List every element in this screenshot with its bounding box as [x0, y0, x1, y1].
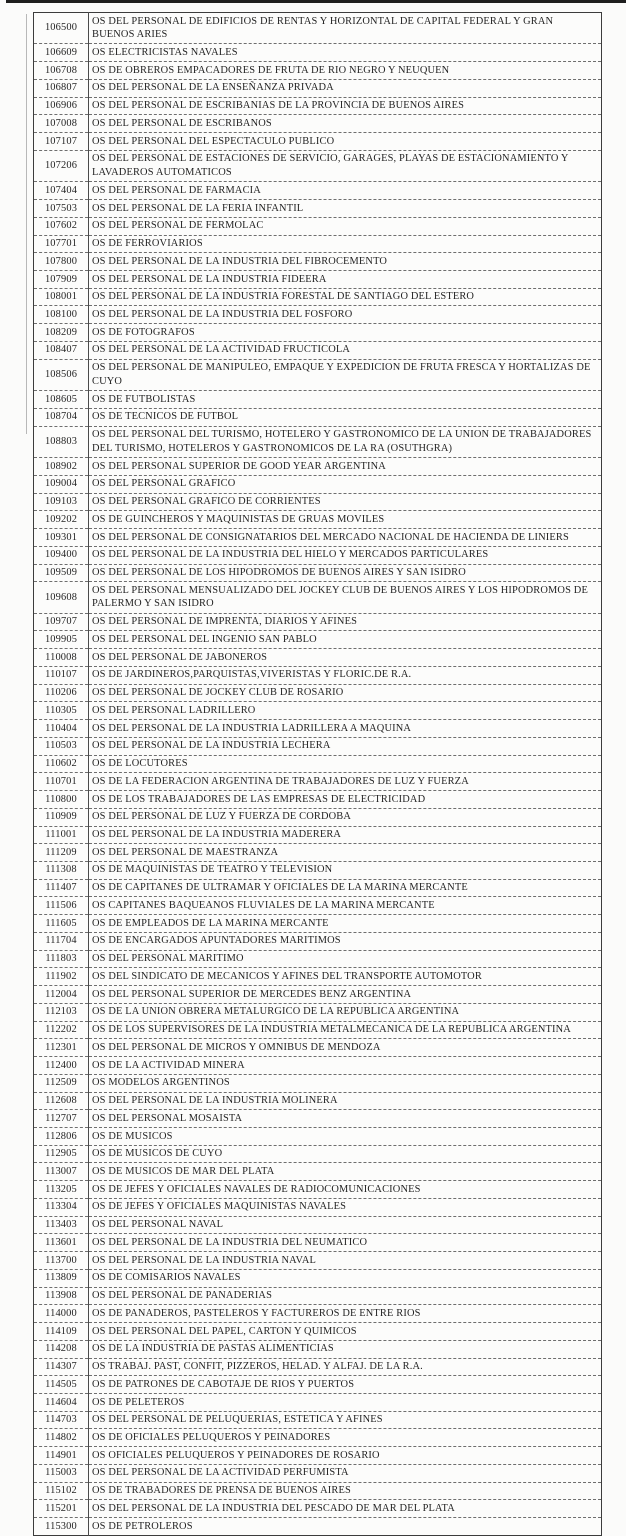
code-cell: 108605 — [34, 391, 89, 409]
code-cell: 113700 — [34, 1252, 89, 1270]
description-cell: OS DE JEFES Y OFICIALES MAQUINISTAS NAVALES — [89, 1198, 602, 1216]
code-cell: 110800 — [34, 791, 89, 809]
description-cell: OS DE FERROVIARIOS — [89, 235, 602, 253]
table-row — [34, 808, 602, 826]
document-body — [33, 12, 602, 1536]
code-cell: 112905 — [34, 1145, 89, 1163]
code-cell: 108803 — [34, 426, 89, 457]
code-cell: 112004 — [34, 986, 89, 1004]
table-row — [34, 1269, 602, 1287]
table-row — [34, 1447, 602, 1465]
code-cell: 109509 — [34, 564, 89, 582]
code-cell: 110206 — [34, 684, 89, 702]
code-cell: 110008 — [34, 649, 89, 667]
table-row — [34, 1198, 602, 1216]
code-cell: 113403 — [34, 1216, 89, 1234]
description-cell: OS DE EMPLEADOS DE LA MARINA MERCANTE — [89, 915, 602, 933]
code-cell: 113304 — [34, 1198, 89, 1216]
code-cell: 108407 — [34, 341, 89, 359]
table-row — [34, 1500, 602, 1518]
table-row — [34, 1376, 602, 1394]
code-cell: 108100 — [34, 306, 89, 324]
description-cell: OS DE CAPITANES DE ULTRAMAR Y OFICIALES DE LA MARINA MERCANTE — [89, 879, 602, 897]
description-cell: OS DEL PERSONAL MOSAISTA — [89, 1110, 602, 1128]
table-row — [34, 1411, 602, 1429]
table-row — [34, 306, 602, 324]
code-cell: 111803 — [34, 950, 89, 968]
table-row — [34, 359, 602, 390]
description-cell: OS DEL PERSONAL DE LA INDUSTRIA DEL FOSFORO — [89, 306, 602, 324]
code-cell: 113809 — [34, 1269, 89, 1287]
table-row — [34, 1323, 602, 1341]
code-cell: 106807 — [34, 79, 89, 97]
table-row — [34, 1394, 602, 1412]
table-row — [34, 844, 602, 862]
description-cell: OS DE ENCARGADOS APUNTADORES MARITIMOS — [89, 932, 602, 950]
table-row — [34, 1287, 602, 1305]
code-cell: 112608 — [34, 1092, 89, 1110]
code-cell: 112301 — [34, 1039, 89, 1057]
table-row — [34, 897, 602, 915]
description-cell: OS DEL PERSONAL DE LA INDUSTRIA FIDEERA — [89, 271, 602, 289]
table-row — [34, 235, 602, 253]
code-cell: 113205 — [34, 1181, 89, 1199]
table-row — [34, 702, 602, 720]
description-cell: OS DEL PERSONAL DE LA ENSEÑANZA PRIVADA — [89, 79, 602, 97]
table-row — [34, 426, 602, 457]
code-cell: 109301 — [34, 529, 89, 547]
description-cell: OS DE PANADEROS, PASTELEROS Y FACTUREROS DE ENTRE RIOS — [89, 1305, 602, 1323]
description-cell: OS MODELOS ARGENTINOS — [89, 1074, 602, 1092]
codes-table-body — [34, 13, 602, 1536]
code-cell: 111605 — [34, 915, 89, 933]
description-cell: OS DEL PERSONAL DE IMPRENTA, DIARIOS Y AFINES — [89, 613, 602, 631]
table-row — [34, 493, 602, 511]
code-cell: 106906 — [34, 97, 89, 115]
description-cell: OS DEL PERSONAL GRAFICO — [89, 475, 602, 493]
code-cell: 106500 — [34, 13, 89, 44]
description-cell: OS DEL PERSONAL DE LA INDUSTRIA DEL PESCADO DE MAR DEL PLATA — [89, 1500, 602, 1518]
code-cell: 110107 — [34, 666, 89, 684]
description-cell: OS DE JEFES Y OFICIALES NAVALES DE RADIOCOMUNICACIONES — [89, 1181, 602, 1199]
code-cell: 112806 — [34, 1128, 89, 1146]
description-cell: OS DEL PERSONAL DE MANIPULEO, EMPAQUE Y EXPEDICION DE FRUTA FRESCA Y HORTALIZAS DE CUYO — [89, 359, 602, 390]
description-cell: OS DEL PERSONAL DE LA ACTIVIDAD PERFUMISTA — [89, 1464, 602, 1482]
table-row — [34, 1518, 602, 1536]
description-cell: OS OFICIALES PELUQUEROS Y PEINADORES DE ROSARIO — [89, 1447, 602, 1465]
description-cell: OS DEL PERSONAL SUPERIOR DE GOOD YEAR ARGENTINA — [89, 458, 602, 476]
description-cell: OS DE COMISARIOS NAVALES — [89, 1269, 602, 1287]
description-cell: OS DEL PERSONAL DE LOS HIPODROMOS DE BUENOS AIRES Y SAN ISIDRO — [89, 564, 602, 582]
table-row — [34, 391, 602, 409]
table-row — [34, 1003, 602, 1021]
description-cell: OS DEL PERSONAL DE LA INDUSTRIA MOLINERA — [89, 1092, 602, 1110]
description-cell: OS DEL PERSONAL DE PELUQUERIAS, ESTETICA Y AFINES — [89, 1411, 602, 1429]
code-cell: 110909 — [34, 808, 89, 826]
code-cell: 110503 — [34, 737, 89, 755]
code-cell: 114901 — [34, 1447, 89, 1465]
description-cell: OS DEL PERSONAL DE JABONEROS — [89, 649, 602, 667]
table-row — [34, 684, 602, 702]
code-cell: 109608 — [34, 582, 89, 613]
description-cell: OS DEL PERSONAL DE ESCRIBANIAS DE LA PROVINCIA DE BUENOS AIRES — [89, 97, 602, 115]
description-cell: OS DE OBREROS EMPACADORES DE FRUTA DE RIO NEGRO Y NEUQUEN — [89, 62, 602, 80]
table-row — [34, 826, 602, 844]
table-row — [34, 1340, 602, 1358]
table-row — [34, 13, 602, 44]
description-cell: OS DEL PERSONAL DE LA INDUSTRIA DEL HIELO Y MERCADOS PARTICULARES — [89, 546, 602, 564]
code-cell: 107008 — [34, 115, 89, 133]
table-row — [34, 1181, 602, 1199]
description-cell: OS DEL PERSONAL DE LA INDUSTRIA DEL NEUMATICO — [89, 1234, 602, 1252]
table-row — [34, 1482, 602, 1500]
description-cell: OS DEL PERSONAL DEL PAPEL, CARTON Y QUIMICOS — [89, 1323, 602, 1341]
code-cell: 108001 — [34, 288, 89, 306]
table-row — [34, 511, 602, 529]
code-cell: 112202 — [34, 1021, 89, 1039]
table-row — [34, 1074, 602, 1092]
code-cell: 111902 — [34, 968, 89, 986]
table-row — [34, 737, 602, 755]
description-cell: OS DE MUSICOS — [89, 1128, 602, 1146]
code-cell: 111506 — [34, 897, 89, 915]
description-cell: OS DE MUSICOS DE MAR DEL PLATA — [89, 1163, 602, 1181]
table-row — [34, 1216, 602, 1234]
code-cell: 108506 — [34, 359, 89, 390]
table-row — [34, 1021, 602, 1039]
code-cell: 113007 — [34, 1163, 89, 1181]
table-row — [34, 44, 602, 62]
table-row — [34, 529, 602, 547]
code-cell: 107909 — [34, 271, 89, 289]
table-row — [34, 408, 602, 426]
description-cell: OS DEL PERSONAL DE ESCRIBANOS — [89, 115, 602, 133]
description-cell: OS DEL PERSONAL DEL INGENIO SAN PABLO — [89, 631, 602, 649]
description-cell: OS DE FOTOGRAFOS — [89, 324, 602, 342]
table-row — [34, 1145, 602, 1163]
description-cell: OS DEL PERSONAL DEL ESPECTACULO PUBLICO — [89, 133, 602, 151]
code-cell: 108209 — [34, 324, 89, 342]
description-cell: OS DE MUSICOS DE CUYO — [89, 1145, 602, 1163]
table-row — [34, 341, 602, 359]
description-cell: OS DEL PERSONAL LADRILLERO — [89, 702, 602, 720]
description-cell: OS DEL PERSONAL DE LA INDUSTRIA LADRILLERA A MAQUINA — [89, 720, 602, 738]
table-row — [34, 115, 602, 133]
table-row — [34, 1163, 602, 1181]
description-cell: OS DE LA INDUSTRIA DE PASTAS ALIMENTICIAS — [89, 1340, 602, 1358]
code-cell: 107206 — [34, 150, 89, 181]
description-cell: OS DEL PERSONAL DE FARMACIA — [89, 182, 602, 200]
code-cell: 111704 — [34, 932, 89, 950]
description-cell: OS DEL PERSONAL DE MICROS Y OMNIBUS DE MENDOZA — [89, 1039, 602, 1057]
description-cell: OS DE GUINCHEROS Y MAQUINISTAS DE GRUAS MOVILES — [89, 511, 602, 529]
code-cell: 109400 — [34, 546, 89, 564]
table-row — [34, 1358, 602, 1376]
code-cell: 115102 — [34, 1482, 89, 1500]
code-cell: 106609 — [34, 44, 89, 62]
code-cell: 112707 — [34, 1110, 89, 1128]
code-cell: 107107 — [34, 133, 89, 151]
code-cell: 109103 — [34, 493, 89, 511]
description-cell: OS DE LOS SUPERVISORES DE LA INDUSTRIA METALMECANICA DE LA REPUBLICA ARGENTINA — [89, 1021, 602, 1039]
description-cell: OS DEL PERSONAL DE JOCKEY CLUB DE ROSARIO — [89, 684, 602, 702]
description-cell: OS DEL PERSONAL MENSUALIZADO DEL JOCKEY CLUB DE BUENOS AIRES Y LOS HIPODROMOS DE PALERMO Y SAN ISIDRO — [89, 582, 602, 613]
table-row — [34, 773, 602, 791]
description-cell: OS DEL PERSONAL SUPERIOR DE MERCEDES BENZ ARGENTINA — [89, 986, 602, 1004]
code-cell: 114307 — [34, 1358, 89, 1376]
table-row — [34, 546, 602, 564]
description-cell: OS DEL PERSONAL DE MAESTRANZA — [89, 844, 602, 862]
description-cell: OS DEL PERSONAL DE LUZ Y FUERZA DE CORDOBA — [89, 808, 602, 826]
table-row — [34, 458, 602, 476]
scan-border-top — [6, 0, 626, 3]
description-cell: OS DEL PERSONAL DE LA ACTIVIDAD FRUCTICOLA — [89, 341, 602, 359]
table-row — [34, 755, 602, 773]
table-row — [34, 1234, 602, 1252]
table-row — [34, 986, 602, 1004]
table-row — [34, 1464, 602, 1482]
table-row — [34, 564, 602, 582]
code-cell: 108704 — [34, 408, 89, 426]
code-cell: 111209 — [34, 844, 89, 862]
description-cell: OS CAPITANES BAQUEANOS FLUVIALES DE LA MARINA MERCANTE — [89, 897, 602, 915]
table-row — [34, 217, 602, 235]
code-cell: 111308 — [34, 861, 89, 879]
code-cell: 107800 — [34, 253, 89, 271]
table-row — [34, 720, 602, 738]
table-row — [34, 182, 602, 200]
table-row — [34, 1305, 602, 1323]
code-cell: 106708 — [34, 62, 89, 80]
table-row — [34, 968, 602, 986]
code-cell: 114703 — [34, 1411, 89, 1429]
code-cell: 115003 — [34, 1464, 89, 1482]
code-cell: 108902 — [34, 458, 89, 476]
description-cell: OS DEL PERSONAL DE FERMOLAC — [89, 217, 602, 235]
code-cell: 114802 — [34, 1429, 89, 1447]
code-cell: 114208 — [34, 1340, 89, 1358]
code-cell: 114505 — [34, 1376, 89, 1394]
description-cell: OS DE TECNICOS DE FUTBOL — [89, 408, 602, 426]
description-cell: OS DEL PERSONAL DE LA INDUSTRIA LECHERA — [89, 737, 602, 755]
code-cell: 107701 — [34, 235, 89, 253]
code-cell: 109707 — [34, 613, 89, 631]
table-row — [34, 150, 602, 181]
description-cell: OS DEL SINDICATO DE MECANICOS Y AFINES DEL TRANSPORTE AUTOMOTOR — [89, 968, 602, 986]
table-row — [34, 97, 602, 115]
table-row — [34, 475, 602, 493]
code-cell: 112400 — [34, 1057, 89, 1075]
code-cell: 110404 — [34, 720, 89, 738]
description-cell: OS DE LA ACTIVIDAD MINERA — [89, 1057, 602, 1075]
description-cell: OS DEL PERSONAL GRAFICO DE CORRIENTES — [89, 493, 602, 511]
description-cell: OS DEL PERSONAL DEL TURISMO, HOTELERO Y GASTRONOMICO DE LA UNION DE TRABAJADORES DEL TURISMO, HOTELEROS Y GASTRONOMICOS DE LA RA (OSUTHGRA) — [89, 426, 602, 457]
code-cell: 111001 — [34, 826, 89, 844]
table-row — [34, 271, 602, 289]
description-cell: OS DEL PERSONAL DE PANADERIAS — [89, 1287, 602, 1305]
description-cell: OS DEL PERSONAL MARITIMO — [89, 950, 602, 968]
code-cell: 114604 — [34, 1394, 89, 1412]
table-row — [34, 79, 602, 97]
obras-sociales-codes-table — [33, 12, 602, 1536]
code-cell: 109202 — [34, 511, 89, 529]
code-cell: 115300 — [34, 1518, 89, 1536]
table-row — [34, 1252, 602, 1270]
table-row — [34, 631, 602, 649]
table-row — [34, 915, 602, 933]
table-row — [34, 1039, 602, 1057]
table-row — [34, 1110, 602, 1128]
table-row — [34, 324, 602, 342]
table-row — [34, 62, 602, 80]
description-cell: OS TRABAJ. PAST, CONFIT, PIZZEROS, HELAD. Y ALFAJ. DE LA R.A. — [89, 1358, 602, 1376]
code-cell: 110701 — [34, 773, 89, 791]
code-cell: 110305 — [34, 702, 89, 720]
description-cell: OS DE LOS TRABAJADORES DE LAS EMPRESAS DE ELECTRICIDAD — [89, 791, 602, 809]
table-row — [34, 950, 602, 968]
table-row — [34, 791, 602, 809]
description-cell: OS DEL PERSONAL DE CONSIGNATARIOS DEL MERCADO NACIONAL DE HACIENDA DE LINIERS — [89, 529, 602, 547]
code-cell: 113908 — [34, 1287, 89, 1305]
table-row — [34, 861, 602, 879]
description-cell: OS DEL PERSONAL NAVAL — [89, 1216, 602, 1234]
description-cell: OS DE PETROLEROS — [89, 1518, 602, 1536]
code-cell: 109004 — [34, 475, 89, 493]
table-row — [34, 613, 602, 631]
description-cell: OS DE LA UNION OBRERA METALURGICO DE LA REPUBLICA ARGENTINA — [89, 1003, 602, 1021]
description-cell: OS DE FUTBOLISTAS — [89, 391, 602, 409]
description-cell: OS DE OFICIALES PELUQUEROS Y PEINADORES — [89, 1429, 602, 1447]
description-cell: OS DEL PERSONAL DE LA FERIA INFANTIL — [89, 200, 602, 218]
table-row — [34, 582, 602, 613]
description-cell: OS DE MAQUINISTAS DE TEATRO Y TELEVISION — [89, 861, 602, 879]
description-cell: OS DE JARDINEROS,PARQUISTAS,VIVERISTAS Y FLORIC.DE R.A. — [89, 666, 602, 684]
table-row — [34, 932, 602, 950]
description-cell: OS DEL PERSONAL DE EDIFICIOS DE RENTAS Y HORIZONTAL DE CAPITAL FEDERAL Y GRAN BUENOS ARIES — [89, 13, 602, 44]
code-cell: 109905 — [34, 631, 89, 649]
table-row — [34, 1057, 602, 1075]
description-cell: OS DE TRABADORES DE PRENSA DE BUENOS AIRES — [89, 1482, 602, 1500]
code-cell: 114109 — [34, 1323, 89, 1341]
table-row — [34, 1128, 602, 1146]
description-cell: OS DEL PERSONAL DE ESTACIONES DE SERVICIO, GARAGES, PLAYAS DE ESTACIONAMIENTO Y LAVADEROS AUTOMATICOS — [89, 150, 602, 181]
code-cell: 107602 — [34, 217, 89, 235]
code-cell: 112103 — [34, 1003, 89, 1021]
table-row — [34, 1092, 602, 1110]
scan-margin-line — [26, 14, 27, 434]
code-cell: 107404 — [34, 182, 89, 200]
description-cell: OS DEL PERSONAL DE LA INDUSTRIA MADERERA — [89, 826, 602, 844]
description-cell: OS DE LA FEDERACION ARGENTINA DE TRABAJADORES DE LUZ Y FUERZA — [89, 773, 602, 791]
code-cell: 112509 — [34, 1074, 89, 1092]
table-row — [34, 649, 602, 667]
description-cell: OS DE LOCUTORES — [89, 755, 602, 773]
code-cell: 114000 — [34, 1305, 89, 1323]
table-row — [34, 133, 602, 151]
table-row — [34, 288, 602, 306]
table-row — [34, 1429, 602, 1447]
code-cell: 115201 — [34, 1500, 89, 1518]
code-cell: 107503 — [34, 200, 89, 218]
description-cell: OS DE PELETEROS — [89, 1394, 602, 1412]
description-cell: OS ELECTRICISTAS NAVALES — [89, 44, 602, 62]
code-cell: 110602 — [34, 755, 89, 773]
description-cell: OS DE PATRONES DE CABOTAJE DE RIOS Y PUERTOS — [89, 1376, 602, 1394]
description-cell: OS DEL PERSONAL DE LA INDUSTRIA DEL FIBROCEMENTO — [89, 253, 602, 271]
table-row — [34, 666, 602, 684]
description-cell: OS DEL PERSONAL DE LA INDUSTRIA FORESTAL DE SANTIAGO DEL ESTERO — [89, 288, 602, 306]
description-cell: OS DEL PERSONAL DE LA INDUSTRIA NAVAL — [89, 1252, 602, 1270]
table-row — [34, 200, 602, 218]
code-cell: 111407 — [34, 879, 89, 897]
table-row — [34, 879, 602, 897]
table-row — [34, 253, 602, 271]
code-cell: 113601 — [34, 1234, 89, 1252]
